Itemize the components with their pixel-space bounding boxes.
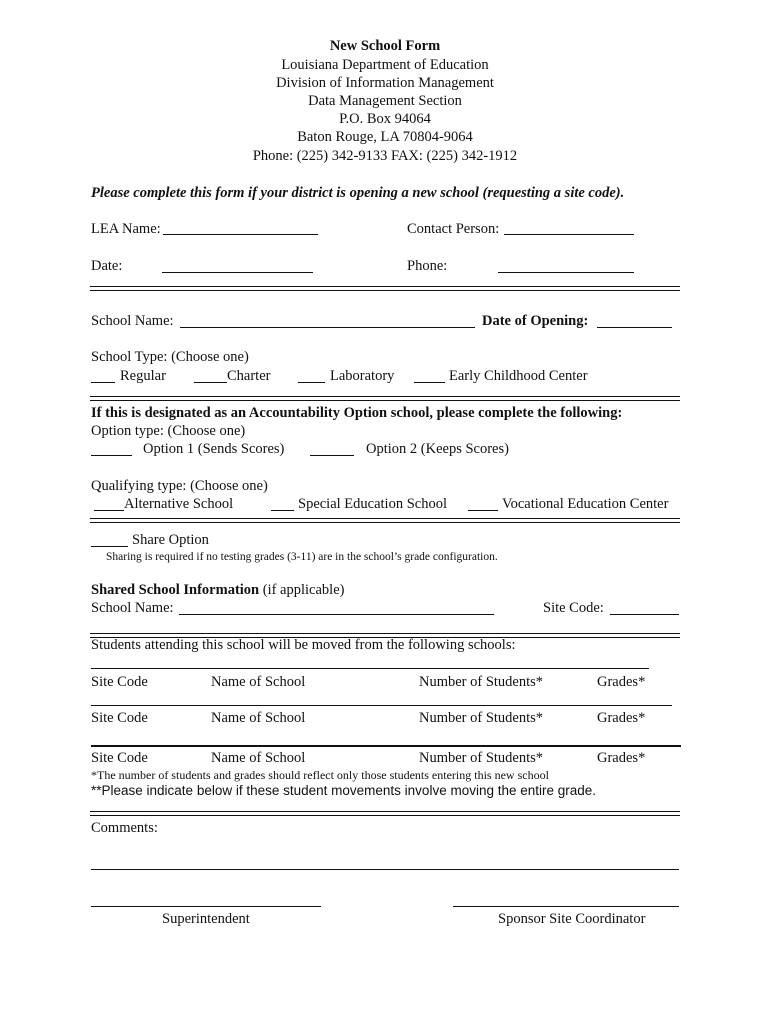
school-name-field[interactable] bbox=[180, 327, 475, 328]
superintendent-label: Superintendent bbox=[162, 911, 250, 927]
section-divider bbox=[90, 396, 680, 401]
header-line-5: Baton Rouge, LA 70804-9064 bbox=[297, 129, 473, 145]
row-divider bbox=[91, 668, 649, 669]
row-divider bbox=[91, 745, 681, 747]
share-option-note: Sharing is required if no testing grades (3-11) are in the school’s grade configuration. bbox=[106, 551, 498, 563]
header-line-4: P.O. Box 94064 bbox=[339, 111, 431, 127]
number-students-column: Number of Students* bbox=[419, 750, 544, 766]
date-of-opening-label: Date of Opening: bbox=[482, 313, 589, 329]
early-childhood-checkbox[interactable] bbox=[414, 382, 445, 383]
date-field[interactable] bbox=[162, 272, 313, 273]
header-line-6: Phone: (225) 342-9133 FAX: (225) 342-1912 bbox=[252, 148, 518, 164]
header-line-3: Data Management Section bbox=[308, 93, 462, 109]
school-name-column: Name of School bbox=[211, 674, 306, 690]
form-title: New School Form bbox=[329, 38, 441, 54]
special-education-option: Special Education School bbox=[298, 496, 447, 512]
qualifying-type-heading: Qualifying type: (Choose one) bbox=[91, 478, 268, 494]
shared-school-name-field[interactable] bbox=[179, 614, 494, 615]
grades-column: Grades* bbox=[597, 750, 646, 766]
regular-checkbox[interactable] bbox=[91, 382, 115, 383]
school-name-column: Name of School bbox=[211, 750, 306, 766]
school-name-column: Name of School bbox=[211, 710, 306, 726]
comments-field[interactable] bbox=[91, 869, 679, 870]
comments-label: Comments: bbox=[91, 820, 158, 836]
share-option-checkbox[interactable] bbox=[91, 546, 128, 547]
number-students-column: Number of Students* bbox=[419, 674, 544, 690]
laboratory-option: Laboratory bbox=[330, 368, 395, 384]
option2-label: Option 2 (Keeps Scores) bbox=[366, 441, 509, 457]
option-type-heading: Option type: (Choose one) bbox=[91, 423, 246, 439]
shared-info-suffix: (if applicable) bbox=[259, 582, 345, 598]
site-code-column: Site Code bbox=[91, 750, 148, 766]
grades-column: Grades* bbox=[597, 710, 646, 726]
phone-label: Phone: bbox=[407, 258, 448, 274]
site-code-column: Site Code bbox=[91, 674, 148, 690]
alternative-school-checkbox[interactable] bbox=[94, 510, 124, 511]
coordinator-signature-line[interactable] bbox=[453, 906, 679, 907]
phone-field[interactable] bbox=[498, 272, 634, 273]
footnote-1: *The number of students and grades should reflect only those students entering this new school bbox=[91, 768, 549, 782]
shared-site-code-field[interactable] bbox=[610, 614, 679, 615]
school-type-heading: School Type: (Choose one) bbox=[91, 349, 249, 365]
site-code-column: Site Code bbox=[91, 710, 148, 726]
contact-person-field[interactable] bbox=[504, 234, 634, 235]
section-divider bbox=[90, 518, 680, 523]
shared-site-code-label: Site Code: bbox=[543, 600, 604, 616]
option1-label: Option 1 (Sends Scores) bbox=[143, 441, 285, 457]
contact-person-label: Contact Person: bbox=[407, 221, 500, 237]
charter-option: Charter bbox=[227, 368, 271, 384]
grades-column: Grades* bbox=[597, 674, 646, 690]
early-childhood-option: Early Childhood Center bbox=[449, 368, 588, 384]
footnote-2: **Please indicate below if these student movements involve moving the entire grade. bbox=[91, 783, 597, 798]
special-education-checkbox[interactable] bbox=[271, 510, 294, 511]
shared-school-name-label: School Name: bbox=[91, 600, 174, 616]
option2-checkbox[interactable] bbox=[310, 455, 354, 456]
vocational-education-checkbox[interactable] bbox=[468, 510, 498, 511]
regular-option: Regular bbox=[120, 368, 166, 384]
coordinator-label: Sponsor Site Coordinator bbox=[498, 911, 646, 927]
number-students-column: Number of Students* bbox=[419, 710, 544, 726]
date-label: Date: bbox=[91, 258, 123, 274]
lea-name-label: LEA Name: bbox=[91, 221, 161, 237]
school-name-label: School Name: bbox=[91, 313, 174, 329]
vocational-education-option: Vocational Education Center bbox=[502, 496, 669, 512]
header-line-2: Division of Information Management bbox=[276, 75, 494, 91]
accountability-heading: If this is designated as an Accountability Option school, please complete the following: bbox=[91, 405, 623, 421]
shared-info-title: Shared School Information bbox=[91, 582, 260, 598]
superintendent-signature-line[interactable] bbox=[91, 906, 321, 907]
shared-info-heading bbox=[91, 582, 344, 599]
alternative-school-option: Alternative School bbox=[124, 496, 234, 512]
option1-checkbox[interactable] bbox=[91, 455, 132, 456]
row-divider bbox=[91, 705, 672, 706]
instructions: Please complete this form if your district is opening a new school (requesting a site code). bbox=[91, 185, 625, 201]
date-of-opening-field[interactable] bbox=[597, 327, 672, 328]
charter-checkbox[interactable] bbox=[194, 382, 227, 383]
laboratory-checkbox[interactable] bbox=[298, 382, 325, 383]
students-heading: Students attending this school will be moved from the following schools: bbox=[91, 637, 516, 653]
share-option-label: Share Option bbox=[132, 532, 209, 548]
header-line-1: Louisiana Department of Education bbox=[281, 57, 489, 73]
section-divider bbox=[90, 811, 680, 816]
section-divider bbox=[90, 286, 680, 291]
lea-name-field[interactable] bbox=[163, 234, 318, 235]
